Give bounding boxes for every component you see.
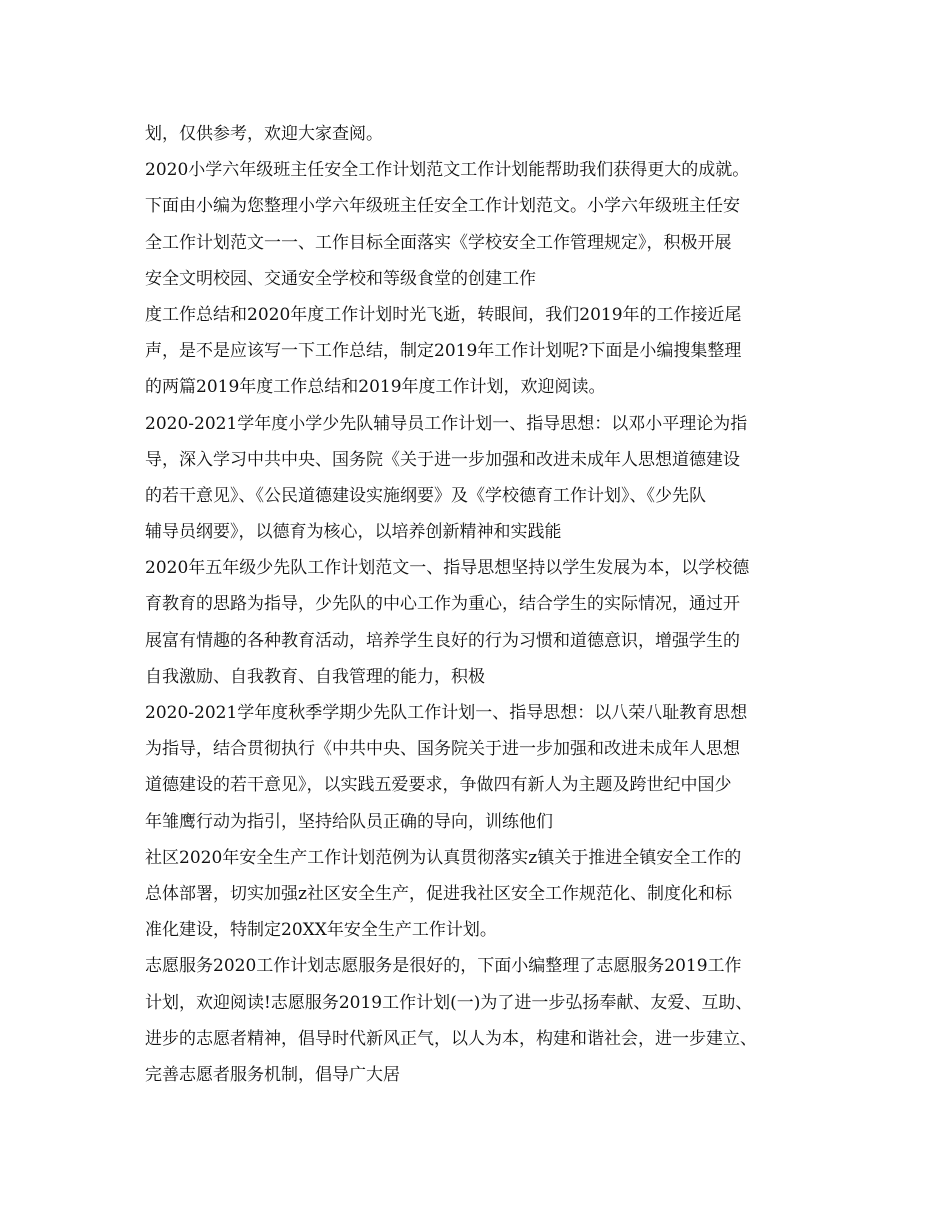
text-line: 导，深入学习中共中央、国务院《关于进一步加强和改进未成年人思想道德建设 (145, 449, 740, 470)
text-line: 2020-2021学年度秋季学期少先队工作计划一、指导思想：以八荣八耻教育思想 (145, 703, 748, 723)
text-line: 的若干意见》、《公民道德建设实施纲要》及《学校德育工作计划》、《少先队 (145, 485, 706, 506)
text-line: 的两篇2019年度工作总结和2019年度工作计划，欢迎阅读。 (145, 377, 606, 398)
text-line: 年雏鹰行动为指引，坚持给队员正确的导向，训练他们 (145, 811, 553, 832)
text-line: 准化建设，特制定20XX年安全生产工作计划。 (145, 920, 497, 941)
text-line: 全工作计划范文一一、工作目标全面落实《学校安全工作管理规定》，积极开展 (145, 232, 732, 253)
text-line: 安全文明校园、交通安全学校和等级食堂的创建工作 (145, 268, 536, 289)
text-line: 总体部署，切实加强z社区安全生产，促进我社区安全工作规范化、制度化和标 (145, 883, 732, 904)
document-body (145, 116, 815, 1093)
text-line: 志愿服务2020工作计划志愿服务是很好的，下面小编整理了志愿服务2019工作 (145, 956, 742, 977)
text-line: 度工作总结和2020年度工作计划时光飞逝，转眼间，我们2019年的工作接近尾 (145, 304, 742, 325)
text-line: 为指导，结合贯彻执行《中共中央、国务院关于进一步加强和改进未成年人思想 (145, 739, 740, 760)
text-line: 育教育的思路为指导，少先队的中心工作为重心，结合学生的实际情况，通过开 (145, 594, 740, 615)
text-line: 划，仅供参考，欢迎大家查阅。 (145, 124, 383, 144)
text-line: 辅导员纲要》，以德育为核心，以培养创新精神和实践能 (145, 522, 562, 543)
text-line: 社区2020年安全生产工作计划范例为认真贯彻落实z镇关于推进全镇安全工作的 (145, 847, 742, 868)
text-line: 2020-2021学年度小学少先队辅导员工作计划一、指导思想：以邓小平理论为指 (145, 413, 748, 434)
text-line: 计划，欢迎阅读!志愿服务2019工作计划(一)为了进一步弘扬奉献、友爱、互助、 (145, 992, 753, 1013)
text-line: 2020小学六年级班主任安全工作计划范文工作计划能帮助我们获得更大的成就。 (145, 160, 750, 181)
text-line: 完善志愿者服务机制，倡导广大居 (145, 1064, 400, 1085)
text-line: 下面由小编为您整理小学六年级班主任安全工作计划范文。小学六年级班主任安 (145, 196, 740, 217)
text-line: 自我激励、自我教育、自我管理的能力，积极 (145, 666, 485, 687)
text-line: 进步的志愿者精神，倡导时代新风正气，以人为本，构建和谐社会，进一步建立、 (145, 1028, 757, 1049)
text-line: 2020年五年级少先队工作计划范文一、指导思想坚持以学生发展为本，以学校德 (145, 558, 750, 579)
text-line: 声，是不是应该写一下工作总结，制定2019年工作计划呢?下面是小编搜集整理 (145, 341, 742, 362)
text-line: 展富有情趣的各种教育活动，培养学生良好的行为习惯和道德意识，增强学生的 (145, 630, 740, 651)
text-line: 道德建设的若干意见》，以实践五爱要求，争做四有新人为主题及跨世纪中国少 (145, 775, 732, 796)
